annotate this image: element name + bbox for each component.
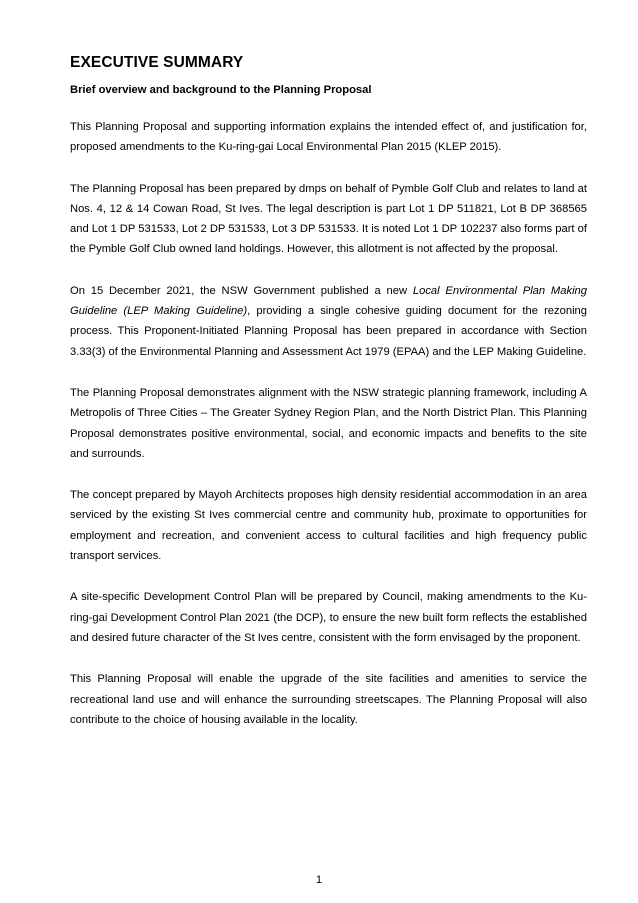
page-number: 1 bbox=[315, 874, 323, 886]
paragraph-site-description: The Planning Proposal has been prepared by dmps on behalf of Pymble Golf Club and relates to land at Nos. 4, 12 & 14 Cowan Road, St Ives. The legal description is part Lot 1 DP 511821, Lot B DP 368565 and Lot 1 DP 531533, Lot 2 DP 531533, Lot 3 DP 531533. It is noted Lot 1 DP 102237 also forms part of the Pymble Golf Club owned land holdings. However, this allotment is not affected by the proposal. bbox=[70, 182, 587, 256]
section-subtitle: Brief overview and background to the Planning Proposal bbox=[70, 84, 372, 96]
lep-guideline-text-before: On 15 December 2021, the NSW Government published a new bbox=[70, 284, 413, 297]
paragraph-upgrade: This Planning Proposal will enable the upgrade of the site facilities and amenities to service the recreational land use and will enhance the surrounding streetscapes. The Planning Proposal will also contribute to the choice of housing available in the locality. bbox=[70, 673, 587, 726]
page-title: EXECUTIVE SUMMARY bbox=[70, 54, 244, 71]
lep-guideline-title: Local Environmental Plan Making Guideline (LEP Making Guideline) bbox=[70, 284, 587, 318]
paragraph-intent: This Planning Proposal and supporting information explains the intended effect of, and justification for, proposed amendments to the Ku-ring-gai Local Environmental Plan 2015 (KLEP 2015). bbox=[70, 121, 587, 154]
page-content bbox=[70, 52, 587, 730]
paragraph-dcp: A site-specific Development Control Plan will be prepared by Council, making amendments to the Ku-ring-gai Development Control Plan 2021 (the DCP), to ensure the new built form reflects the established and desired future character of the St Ives centre, consistent with the form envisaged by the proponent. bbox=[70, 591, 587, 644]
lep-guideline-text-after: , providing a single cohesive guiding document for the rezoning process. This Proponent-Initiated Planning Proposal has been prepared in accordance with Section 3.33(3) of the Environmental Planning and Assessment Act 1979 (EPAA) and the LEP Making Guideline. bbox=[70, 305, 587, 358]
paragraph-concept: The concept prepared by Mayoh Architects proposes high density residential accommodation in an area serviced by the existing St Ives commercial centre and community hub, proximate to opportunities for employment and recreation, and convenient access to cultural facilities and high frequency public transport services. bbox=[70, 489, 587, 563]
paragraph-strategic-alignment: The Planning Proposal demonstrates alignment with the NSW strategic planning framework, including A Metropolis of Three Cities – The Greater Sydney Region Plan, and the North District Plan. This Planning Proposal demonstrates positive environmental, social, and economic impacts and benefits to the site and surrounds. bbox=[70, 386, 587, 460]
paragraph-lep-guideline bbox=[70, 281, 587, 362]
